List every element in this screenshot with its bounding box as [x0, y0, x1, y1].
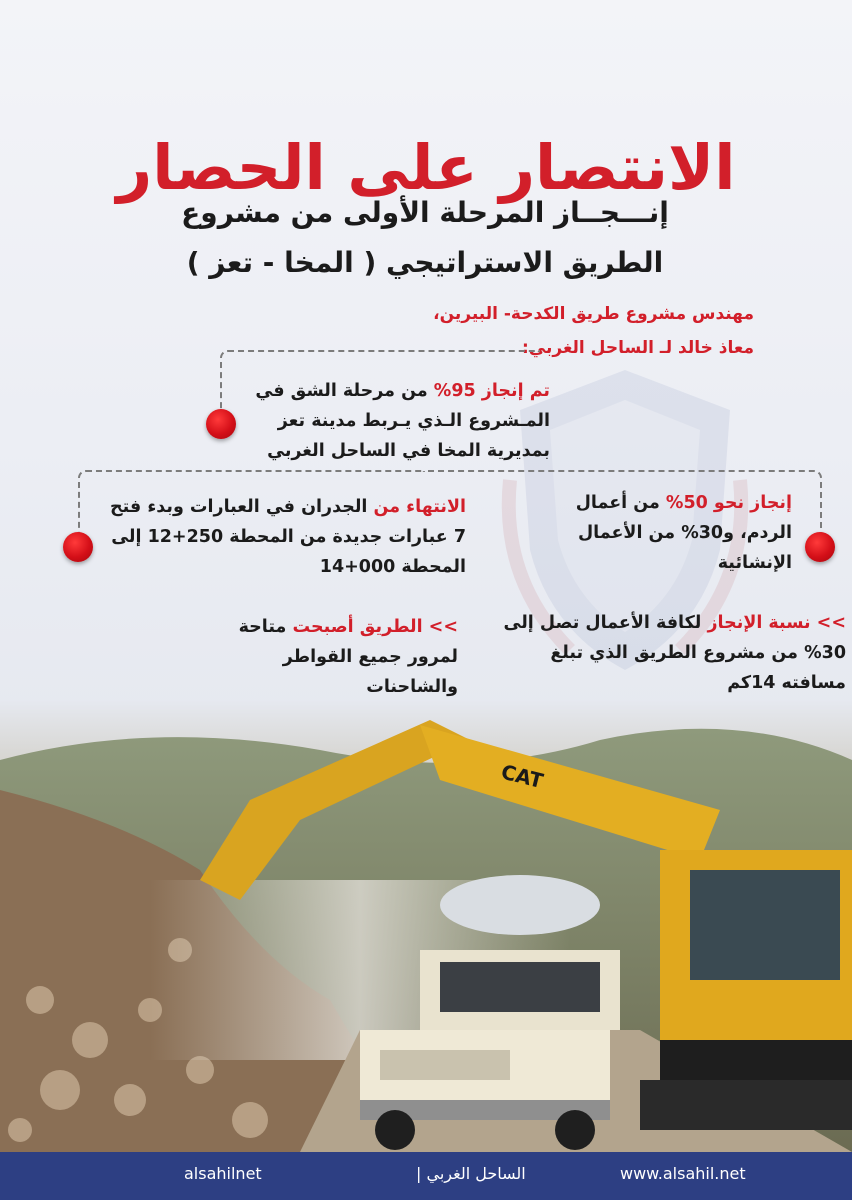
byline-engineer: مهندس مشروع طريق الكدحة- البيرين، — [433, 304, 754, 324]
fact-2-highlight: إنجاز نحو 50% — [665, 493, 792, 513]
fact-4-text: لكافة الأعمال تصل إلى 30% من مشروع الطريق الذي تبلغ مسافته 14كم — [503, 613, 846, 694]
fact-1-text: من مرحلة الشق في المـشروع الـذي يـربط مدينة تعز بمديرية المخا في الساحل الغربي — [255, 381, 550, 462]
fact-road-open — [196, 612, 458, 702]
fact-culverts — [108, 492, 466, 582]
construction-photo — [0, 700, 852, 1152]
fact-4-arrow: >> — [816, 613, 846, 633]
fact-2-text: من أعمال الردم، و30% من الأعمال الإنشائية — [575, 493, 792, 574]
fact-3-text: الجدران في العبارات وبدء فتح 7 عبارات جديدة من المحطة 250+12 إلى المحطة 000+14 — [110, 497, 466, 578]
fact-5-arrow: >> — [428, 617, 458, 637]
footer-website-link[interactable]: www.alsahil.net — [620, 1164, 746, 1183]
fact-5-highlight: الطريق أصبحت — [292, 617, 423, 637]
footer-bar — [0, 1152, 852, 1200]
fact-4-highlight: نسبة الإنجاز — [707, 613, 811, 633]
bullet-dot-2 — [63, 532, 93, 562]
byline-name: معاذ خالد لـ الساحل الغربي: — [521, 338, 754, 358]
fact-1-highlight: تم إنجاز 95% — [433, 381, 550, 401]
subtitle-line-2: الطريق الاستراتيجي ( المخا - تعز ) — [186, 246, 664, 279]
subtitle-line-1: إنـــجــاز المرحلة الأولى من مشروع — [181, 196, 669, 229]
main-title: الانتصار على الحصار — [116, 130, 736, 204]
fact-overall-progress — [500, 608, 846, 698]
fact-5-text: متاحة لمرور جميع القواطر والشاحنات — [238, 617, 458, 698]
cat-logo: CAT — [498, 759, 546, 794]
fact-completion-95 — [250, 376, 550, 466]
bullet-dot-3 — [805, 532, 835, 562]
bullet-dot-1 — [206, 409, 236, 439]
fact-landfill-50 — [530, 488, 792, 578]
footer-brand: الساحل الغربي | — [416, 1164, 526, 1183]
footer-handle: alsahilnet — [184, 1164, 262, 1183]
fact-3-highlight: الانتهاء من — [373, 497, 466, 517]
